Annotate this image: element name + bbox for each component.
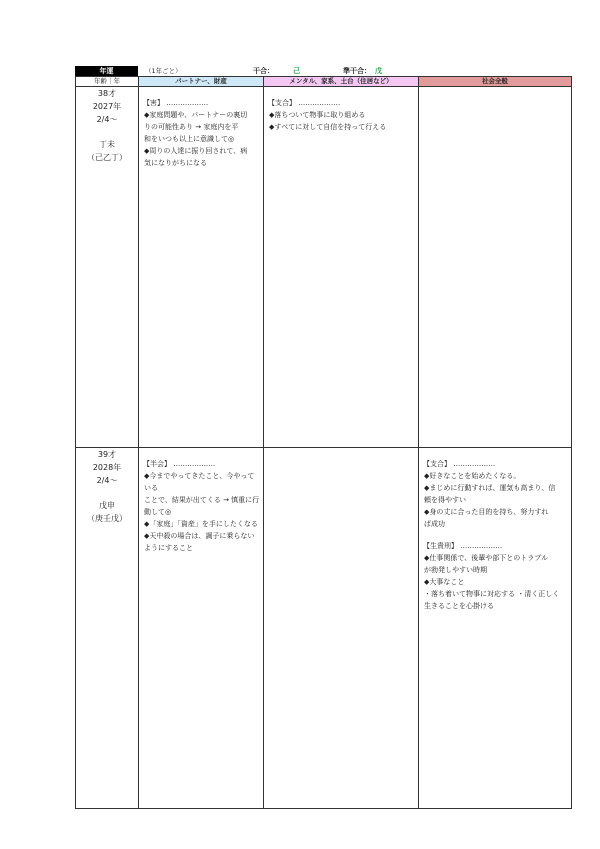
mental-heading: 【支合】 ……………… [268,99,341,107]
column-header-mental: メンタル、家系、土台（住居など） [264,77,419,87]
jun-kango-label: 準干合： [343,67,371,75]
table-row [76,87,572,448]
date-label: 2/4～ [96,476,118,485]
column-header-age: 年齢｜年 [76,77,139,87]
social-cell [419,87,572,448]
column-header-partner: パートナー、財産 [139,77,264,87]
mental-line: ◆すべてに対して自信を持って行える [269,123,387,131]
section-subtitle: （1年ごと） [145,67,182,75]
kanshi-label: 丁未 [99,140,115,149]
social-line: 頼を得やすい [424,496,466,504]
partner-heading: 【害】 ……………… [143,99,209,107]
date-label: 2/4～ [96,115,118,124]
partner-line: 気になりがちになる [144,159,207,167]
mental-cell [264,448,419,809]
mental-line: ◆落ちついて物事に取り組める [269,111,366,119]
partner-line: ◆天中殺の場合は、調子に乗らない [144,532,255,540]
partner-line: ◆今までやってきたこと、今やっている [144,472,255,492]
social-heading: 【支合】 ……………… [423,460,496,468]
partner-line: ようにすること [144,544,193,552]
kango-value: 己 [293,67,300,75]
partner-line: ◆「家庭」「資産」を手にしたくなる [144,520,258,528]
social-line: ば成功 [424,520,445,528]
social-line: ◆まじめに行動すれば、運気も高まり、信 [424,484,556,492]
fortune-table [75,76,572,809]
mental-cell [264,87,419,448]
partner-line: ことで、結果が出てくる → 慎重に行 [144,496,260,504]
jun-kango-value: 戊 [375,67,382,75]
section-title: 年運 [75,66,138,76]
year-label: 2027年 [92,102,122,111]
age-cell [76,448,139,809]
social-heading-2: 【生貴刑】 ……………… [423,542,503,550]
social-line: ◆身の丈に合った目的を持ち、努力すれ [424,508,549,516]
social-line: ◆好きなことを始めたくなる。 [424,472,521,480]
partner-cell [139,87,264,448]
age-label: 39才 [97,450,117,459]
partner-line: ◆周りの人達に振り回されて、病 [144,147,248,155]
partner-line: 動して◎ [144,508,172,516]
social-line: が勃発しやすい時期 [424,566,487,574]
zokan-label: （庚壬戊） [87,514,127,523]
social-cell [419,448,572,809]
zokan-label: （己乙丁） [87,153,127,162]
partner-cell [139,448,264,809]
social-line: ◆大事なこと [424,578,465,586]
partner-line: ◆家庭問題や、パートナーの裏切 [144,111,248,119]
year-label: 2028年 [92,463,122,472]
social-line: ◆仕事関係で、後輩や部下とのトラブル [424,554,548,562]
table-row [76,448,572,809]
column-header-social: 社会全般 [419,77,572,87]
table-header-row [76,77,572,87]
partner-line: 和をいつも以上に意識して◎ [144,135,235,143]
partner-heading: 【半会】 ……………… [143,460,216,468]
age-label: 38才 [97,89,117,98]
kanshi-label: 戊申 [99,501,115,510]
social-line: 生きることを心掛ける [424,602,494,610]
header-bar [75,66,571,76]
page [75,66,571,809]
kango-label: 干合： [253,67,274,75]
age-cell [76,87,139,448]
social-line: ・落ち着いて物事に対応する ・清く正しく [424,590,560,598]
partner-line: りの可能性あり → 家庭内を平 [144,123,239,131]
